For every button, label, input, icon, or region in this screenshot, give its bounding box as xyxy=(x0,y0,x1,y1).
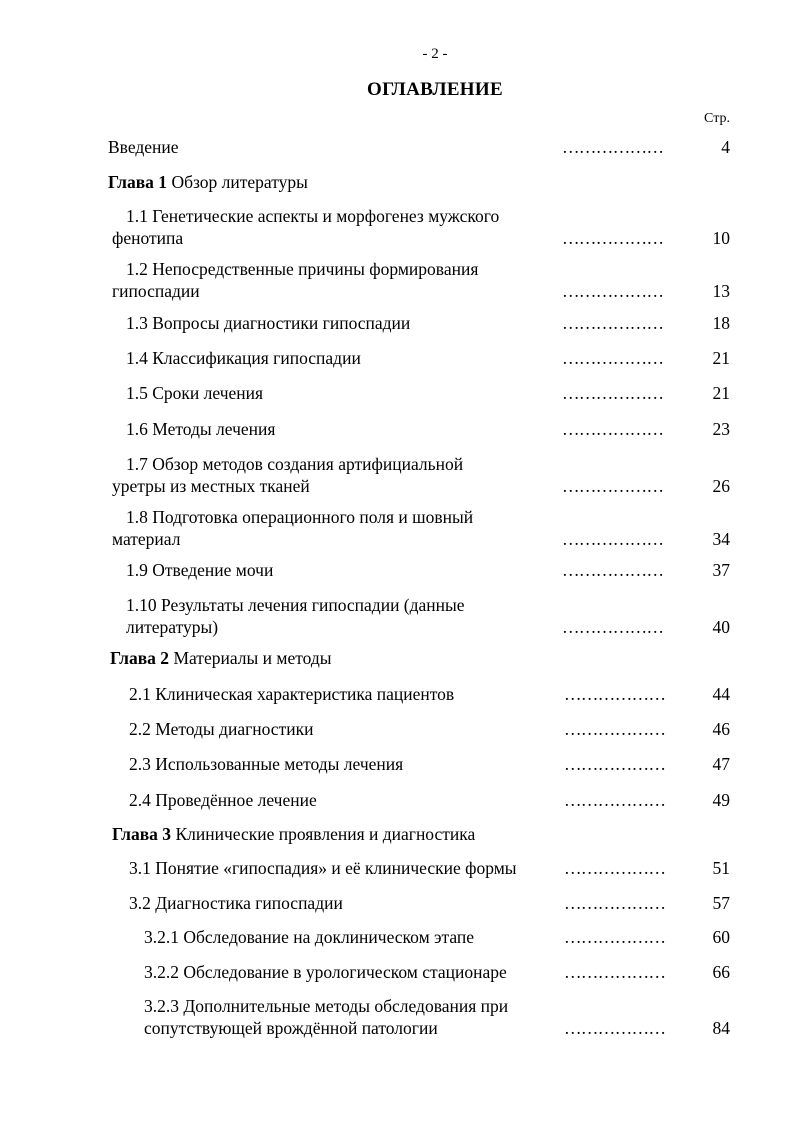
toc-page-number: 21 xyxy=(712,383,730,403)
dot-leader: ……………… xyxy=(562,617,664,637)
toc-page-number: 57 xyxy=(712,893,730,913)
page-title: ОГЛАВЛЕНИЕ xyxy=(367,79,503,100)
toc-page-number: 51 xyxy=(712,858,730,878)
toc-page-number: 37 xyxy=(712,560,730,580)
toc-page-number: 18 xyxy=(712,313,730,333)
page-number: - 2 - xyxy=(422,46,448,62)
toc-entry-label: 2.3 Использованные методы лечения xyxy=(129,754,404,774)
dot-leader: ……………… xyxy=(564,719,666,739)
toc-entry-label: 1.6 Методы лечения xyxy=(126,419,276,439)
toc-page-number: 40 xyxy=(712,617,730,637)
toc-entry-label: 3.2.3 Дополнительные методы обследования при xyxy=(144,996,509,1016)
chapter-prefix: Глава 3 xyxy=(112,824,172,844)
dot-leader: ……………… xyxy=(562,529,664,549)
toc-entry-label-continued: фенотипа xyxy=(112,228,184,248)
toc-entry-label: 1.3 Вопросы диагностики гипоспадии xyxy=(126,313,411,333)
toc-entry-label: 2.4 Проведённое лечение xyxy=(129,790,317,810)
toc-page-number: 21 xyxy=(712,348,730,368)
dot-leader: ……………… xyxy=(564,858,666,878)
dot-leader: ……………… xyxy=(562,313,664,333)
toc-entry-label-continued: гипоспадии xyxy=(112,281,200,301)
toc-entry-label-continued: материал xyxy=(112,529,181,549)
dot-leader: ……………… xyxy=(562,419,664,439)
chapter-title: Клинические проявления и диагностика xyxy=(175,824,476,844)
toc-entry-label: 3.2.2 Обследование в урологическом стационаре xyxy=(144,962,507,982)
toc-entry-label-continued: сопутствующей врождённой патологии xyxy=(144,1018,438,1038)
chapter-prefix: Глава 2 xyxy=(110,648,170,668)
toc-entry-label: 1.4 Классификация гипоспадии xyxy=(126,348,361,368)
dot-leader: ……………… xyxy=(562,281,664,301)
dot-leader: ……………… xyxy=(562,476,664,496)
dot-leader: ……………… xyxy=(564,1018,666,1038)
dot-leader: ……………… xyxy=(564,754,666,774)
toc-page-number: 49 xyxy=(712,790,730,810)
toc-page-number: 23 xyxy=(712,419,730,439)
toc-page-number: 4 xyxy=(721,137,730,157)
toc-entry-label: 1.5 Сроки лечения xyxy=(126,383,264,403)
dot-leader: ……………… xyxy=(562,560,664,580)
toc-entry-label: 1.8 Подготовка операционного поля и шовный xyxy=(126,507,474,527)
toc-entry-label: Введение xyxy=(108,137,179,157)
dot-leader: ……………… xyxy=(562,228,664,248)
toc-page-number: 60 xyxy=(712,927,730,947)
toc-entry-label: 2.2 Методы диагностики xyxy=(129,719,314,739)
chapter-heading xyxy=(112,823,475,845)
dot-leader: ……………… xyxy=(562,383,664,403)
dot-leader: ……………… xyxy=(562,348,664,368)
toc-entry-label: 1.9 Отведение мочи xyxy=(126,560,274,580)
toc-entry-label: 3.2 Диагностика гипоспадии xyxy=(129,893,343,913)
toc-page-number: 66 xyxy=(712,962,730,982)
chapter-title: Материалы и методы xyxy=(173,648,332,668)
dot-leader: ……………… xyxy=(564,962,666,982)
dot-leader: ……………… xyxy=(562,137,664,157)
toc-entry-label: 2.1 Клиническая характеристика пациентов xyxy=(129,684,455,704)
toc-page-number: 46 xyxy=(712,719,730,739)
chapter-heading xyxy=(110,647,332,669)
toc-page-number: 84 xyxy=(712,1018,730,1038)
dot-leader: ……………… xyxy=(564,927,666,947)
toc-entry-label: 1.10 Результаты лечения гипоспадии (данные xyxy=(126,595,465,615)
toc-page-number: 26 xyxy=(712,476,730,496)
toc-page-number: 47 xyxy=(712,754,730,774)
toc-entry-label: 3.1 Понятие «гипоспадия» и её клинические формы xyxy=(129,858,517,878)
dot-leader: ……………… xyxy=(564,893,666,913)
toc-entry-label: 1.1 Генетические аспекты и морфогенез мужского xyxy=(126,206,500,226)
toc-entry-label: 1.2 Непосредственные причины формирования xyxy=(126,259,479,279)
toc-page-number: 34 xyxy=(712,529,730,549)
toc-page-number: 44 xyxy=(712,684,730,704)
chapter-heading xyxy=(108,171,308,193)
toc-entry-label: 3.2.1 Обследование на доклиническом этапе xyxy=(144,927,475,947)
toc-entry-label-continued: уретры из местных тканей xyxy=(112,476,310,496)
chapter-prefix: Глава 1 xyxy=(108,172,168,192)
dot-leader: ……………… xyxy=(564,790,666,810)
dot-leader: ……………… xyxy=(564,684,666,704)
toc-entry-label-continued: литературы) xyxy=(126,617,219,637)
toc-page-number: 10 xyxy=(712,228,730,248)
chapter-title: Обзор литературы xyxy=(171,172,308,192)
toc-page-number: 13 xyxy=(712,281,730,301)
page-column-header: Стр. xyxy=(704,111,730,126)
toc-entry-label: 1.7 Обзор методов создания артифициальной xyxy=(126,454,464,474)
